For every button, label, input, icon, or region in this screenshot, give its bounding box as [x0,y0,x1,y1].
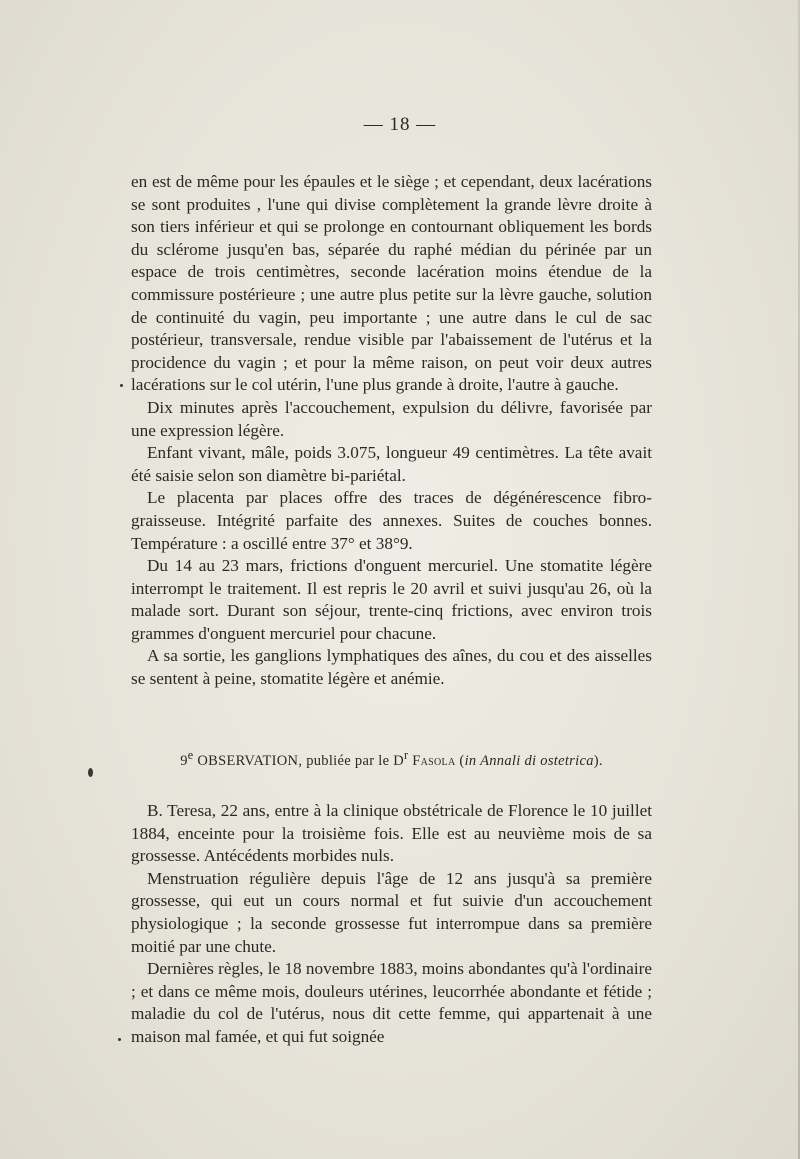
observation-number-suffix: e [187,748,194,762]
published-by: publiée par le D [306,752,405,769]
paragraph: en est de même pour les épaules et le siège ; et cependant, deux lacérations se sont produites , l'une qui divise complètement la grande lèvre droite à son tiers inférieur et qui se prolonge en contournant obliquement les bords du sclérome jusqu'en bas, séparée du raphé médian du périnée par un espace de trois centimètres, seconde lacération moins étendue de la commissure postérieure ; une autre plus petite sur la lèvre gauche, solution de continuité du vagin, peu importante ; une autre dans le cul de sac postérieur, transversale, rendue visible par l'abaissement de l'utérus et la procidence du vagin ; et pour la même raison, on peut voir deux autres lacérations sur le col utérin, l'une plus grande à droite, l'autre à gauche. [131,172,652,395]
ink-speck [118,1038,121,1041]
author-name: Fasola [412,752,456,769]
doctor-suffix: r [404,748,409,762]
paragraph: Enfant vivant, mâle, poids 3.075, longueur 49 centimètres. La tête avait été saisie selon son diamètre bi-pariétal. [131,443,652,485]
paragraph: Menstruation régulière depuis l'âge de 12 ans jusqu'à sa première grossesse, qui eut un cours normal et fut suivie d'un accouchement physiologique ; la seconde grossesse fut interrompue dans sa première moitié par une chute. [131,868,652,956]
paragraph: Dernières règles, le 18 novembre 1883, moins abondantes qu'à l'ordinaire ; et dans ce même mois, douleurs utérines, leucorrhée abondante et fétide ; maladie du col de l'utérus, nous dit cette femme, qui appartenait à une maison mal famée, et qui fut soignée [131,959,652,1046]
body-text-upper [131,171,652,691]
paragraph: Dix minutes après l'accouchement, expulsion du délivre, favorisée par une expression légère. [131,397,652,440]
paragraph: Du 14 au 23 mars, frictions d'onguent mercuriel. Une stomatite légère interrompt le traitement. Il est repris le 20 avril et suivi jusqu'au 26, où la malade sort. Durant son séjour, trente-cinq frictions, avec environ trois grammes d'onguent mercuriel pour chacune. [131,556,652,643]
body-text-lower [131,800,652,1049]
source-close: ). [593,752,603,769]
observation-number: 9 [180,752,188,769]
source-title: in Annali di ostetrica [464,752,594,769]
observation-heading [131,744,652,772]
paragraph: Le placenta par places offre des traces de dégénérescence fibro-graisseuse. Intégrité parfaite des annexes. Suites de couches bonnes. Température : a oscillé entre 37° et 38°9. [131,488,652,553]
ink-speck [120,384,123,387]
paragraph: B. Teresa, 22 ans, entre à la clinique obstétricale de Florence le 10 juillet 1884, enceinte pour la troisième fois. Elle est au neuvième mois de sa grossesse. Antécédents morbides nuls. [131,801,652,866]
ink-speck [88,768,93,777]
page-number: — 18 — [363,114,437,135]
source-open: ( [459,752,465,769]
observation-label: OBSERVATION, [197,752,303,769]
paragraph: A sa sortie, les ganglions lymphatiques des aînes, du cou et des aisselles se sentent à peine, stomatite légère et anémie. [131,646,652,689]
